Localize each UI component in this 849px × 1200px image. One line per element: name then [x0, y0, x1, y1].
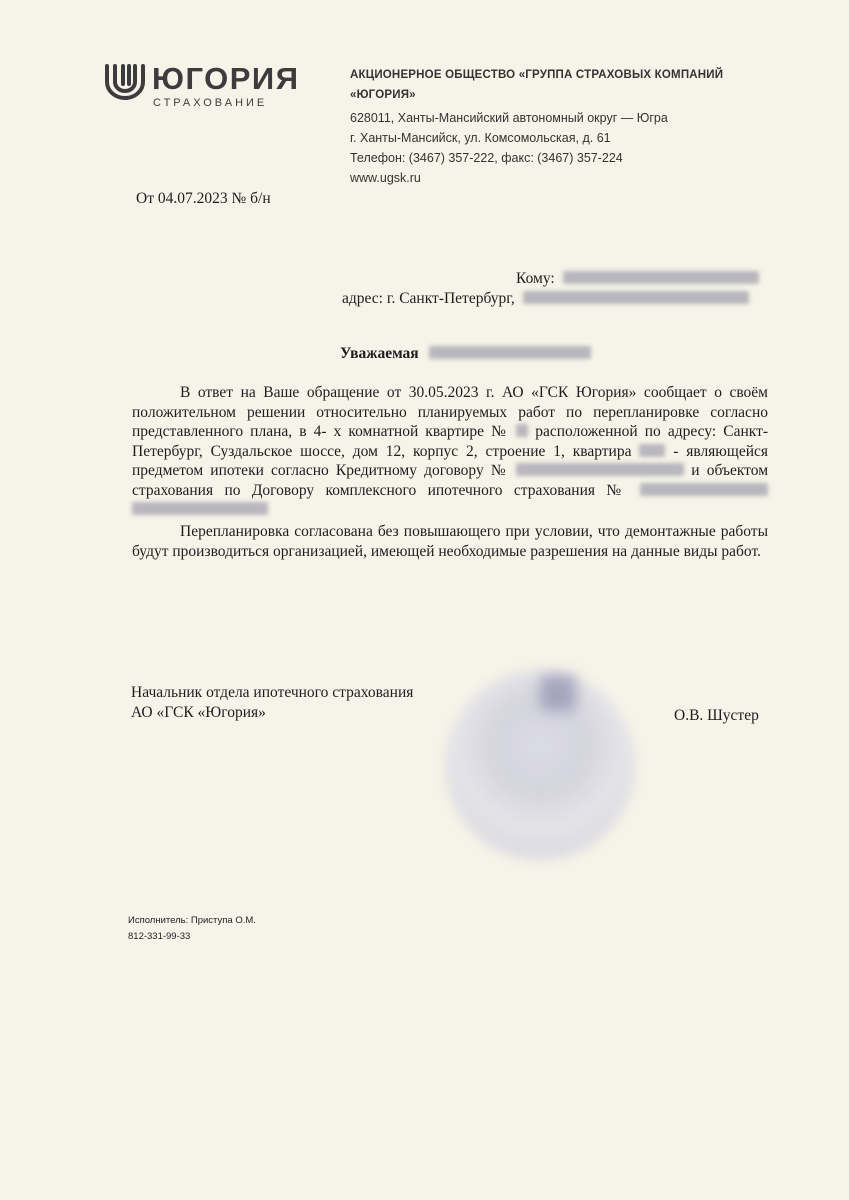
executor-phone: 812-331-99-33	[128, 931, 191, 942]
paragraph-1-part-4: и объектом страхования по Договору комплексного ипотечного страхования №	[132, 462, 768, 499]
company-phone: Телефон: (3467) 357-222, факс: (3467) 357-224	[350, 151, 623, 165]
company-address-line1: 628011, Ханты-Мансийский автономный округ — Югра	[350, 111, 668, 125]
letter-date: От 04.07.2023 № б/н	[136, 190, 271, 207]
company-details	[350, 65, 780, 188]
paragraph-1-part-3: - являющейся предметом ипотеки согласно Кредитному договору №	[132, 442, 769, 479]
letter-paragraph-1	[132, 383, 768, 520]
redacted-recipient-address	[523, 291, 749, 304]
redacted-insurance-contract-number-cont	[132, 502, 268, 515]
yugoria-logo-icon	[103, 62, 147, 102]
recipient-address-line	[342, 290, 749, 308]
signer-name: О.В. Шустер	[674, 707, 759, 724]
paragraph-1-part-2: расположенной по адресу: Санкт-Петербург, Суздальское шоссе, дом 12, корпус 2, строение 1, квартира	[132, 423, 769, 460]
signature-mark	[540, 675, 576, 711]
greeting	[340, 345, 591, 363]
redacted-apartment-number	[639, 444, 665, 457]
company-address-line2: г. Ханты-Мансийск, ул. Комсомольская, д. 61	[350, 131, 611, 145]
redacted-flat-number	[516, 424, 528, 437]
signer-position: Начальник отдела ипотечного страхования	[131, 684, 414, 701]
executor-name: Исполнитель: Приступа О.М.	[128, 915, 256, 926]
company-name: АКЦИОНЕРНОЕ ОБЩЕСТВО «ГРУППА СТРАХОВЫХ КОМПАНИЙ «ЮГОРИЯ»	[350, 69, 724, 101]
logo-brand: ЮГОРИЯ	[152, 61, 300, 96]
recipient-label: Кому:	[516, 270, 555, 287]
redacted-credit-contract-number	[516, 463, 684, 476]
greeting-word: Уважаемая	[340, 345, 419, 362]
signer-organization: АО «ГСК «Югория»	[131, 704, 266, 721]
recipient-line	[516, 270, 759, 288]
paragraph-2-text: Перепланировка согласована без повышающего при условии, что демонтажные работы будут производиться организацией, имеющей необходимые разрешения на данные виды работ.	[132, 523, 768, 560]
logo-subtitle: СТРАХОВАНИЕ	[153, 97, 268, 109]
company-website[interactable]: www.ugsk.ru	[350, 171, 421, 185]
paragraph-1-part-1: В ответ на Ваше обращение от 30.05.2023 г. АО «ГСК Югория» сообщает о своём положительном решении относительно планируемых работ по перепланировке согласно представленного плана, в 4- х комнатной квартире №	[132, 384, 768, 440]
redacted-insurance-contract-number	[640, 483, 768, 496]
redacted-addressee	[429, 346, 591, 359]
company-logo	[103, 62, 318, 112]
redacted-recipient-name	[563, 271, 759, 284]
recipient-address-label: адрес: г. Санкт-Петербург,	[342, 290, 515, 307]
letter-paragraph-2	[132, 522, 768, 561]
